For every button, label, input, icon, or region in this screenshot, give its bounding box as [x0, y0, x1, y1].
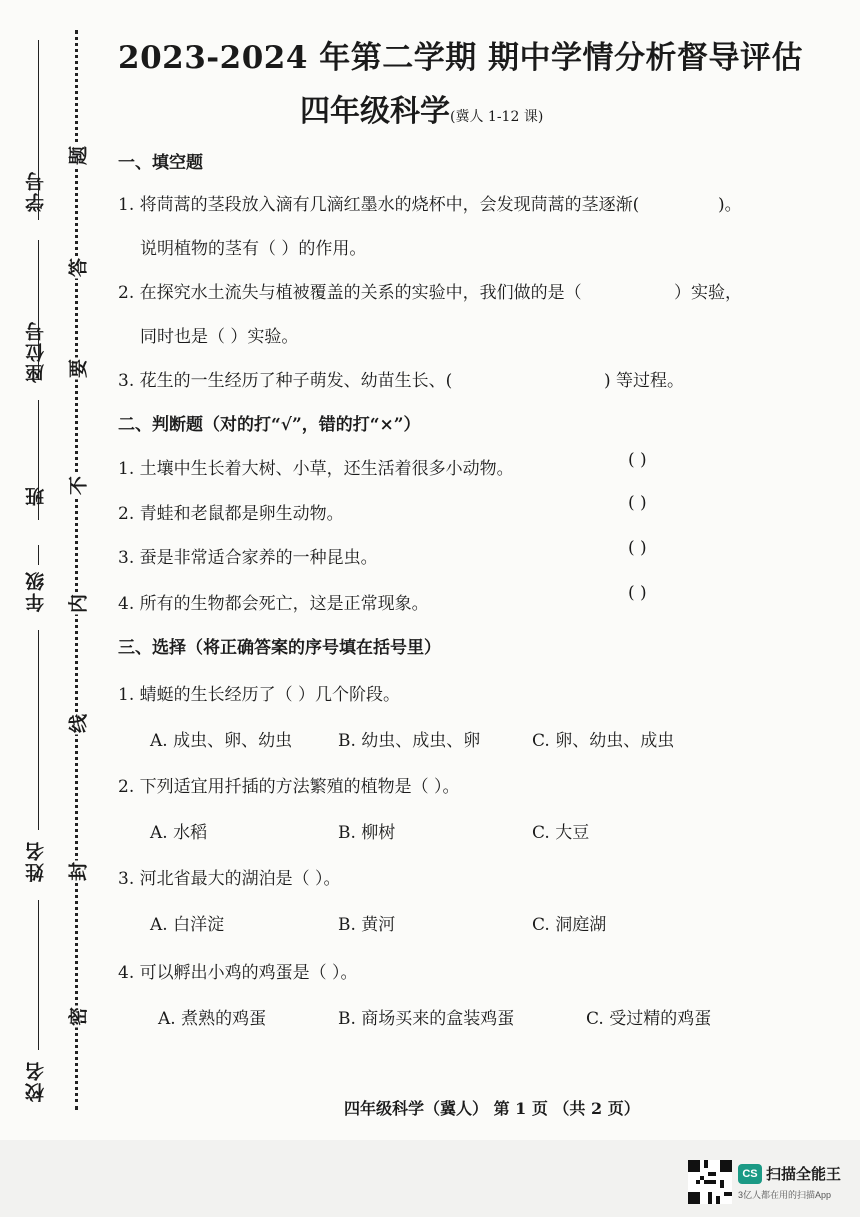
scanner-tagline: 3亿人都在用的扫描App [738, 1190, 832, 1200]
choice-option: A. 水稻 [150, 823, 208, 843]
choice-stem: 2. 下列适宜用扦插的方法繁殖的植物是（ ）。 [118, 777, 460, 797]
subject-scope: (冀人 1-12 课) [450, 109, 544, 125]
judge-item: 3. 蚕是非常适合家养的一种昆虫。 [118, 548, 378, 568]
choice-stem: 3. 河北省最大的湖泊是（ ）。 [118, 869, 341, 889]
page-footer: 四年级科学（冀人） 第 1 页 （共 2 页） [344, 1099, 640, 1118]
section-heading-choice: 三、选择（将正确答案的序号填在括号里） [118, 638, 441, 658]
choice-option: A. 煮熟的鸡蛋 [158, 1009, 267, 1029]
answer-blank: ( ) [628, 450, 647, 470]
answer-blank: ( ) [628, 583, 647, 603]
question-text: 2. 在探究水土流失与植被覆盖的关系的实验中，我们做的是（ [118, 283, 582, 303]
seal-char: 内 [64, 593, 91, 615]
seal-char: 要 [64, 358, 91, 380]
choice-option: B. 幼虫、成虫、卵 [338, 731, 481, 751]
margin-field-name: 姓名 [25, 840, 47, 882]
answer-blank: ( ) [628, 538, 647, 558]
seal-char: 不 [64, 475, 91, 497]
seal-char: 封 [64, 861, 91, 883]
margin-line [38, 900, 39, 1050]
choice-option: A. 白洋淀 [150, 915, 225, 935]
choice-option: C. 洞庭湖 [532, 915, 607, 935]
choice-stem: 4. 可以孵出小鸡的鸡蛋是（ ）。 [118, 963, 358, 983]
subject-title: 四年级科学 [300, 94, 450, 129]
seal-char: 答 [64, 257, 91, 279]
seal-char: 题 [64, 145, 91, 167]
seal-char: 密 [64, 1006, 91, 1028]
section-heading-fill: 一、填空题 [118, 153, 203, 173]
choice-stem: 1. 蜻蜓的生长经历了（ ）几个阶段。 [118, 685, 401, 705]
question-text: 同时也是（ ）实验。 [140, 327, 299, 347]
section-heading-judge: 二、判断题（对的打“√”，错的打“×”） [118, 415, 421, 435]
choice-option: A. 成虫、卵、幼虫 [150, 731, 293, 751]
margin-line [38, 545, 39, 565]
judge-item: 2. 青蛙和老鼠都是卵生动物。 [118, 504, 344, 524]
margin-field-seat-number: 座位号 [25, 320, 47, 383]
question-text: 3. 花生的一生经历了种子萌发、幼苗生长、( [118, 371, 453, 391]
question-text: 说明植物的茎有（ ）的作用。 [140, 239, 367, 259]
answer-blank: )。 [718, 195, 742, 215]
margin-field-school: 校名 [25, 1060, 47, 1102]
answer-blank: ) 等过程。 [604, 371, 685, 391]
choice-option: C. 受过精的鸡蛋 [586, 1009, 712, 1029]
margin-line [38, 630, 39, 830]
question-text: 1. 将茼蒿的茎段放入滴有几滴红墨水的烧杯中，会发现茼蒿的茎逐渐( [118, 195, 640, 215]
choice-option: C. 大豆 [532, 823, 590, 843]
choice-option: B. 柳树 [338, 823, 396, 843]
seal-dotted-line [75, 30, 78, 1110]
margin-field-class: 班 [25, 485, 47, 506]
scanner-watermark [688, 1160, 848, 1208]
choice-option: B. 商场买来的盒装鸡蛋 [338, 1009, 515, 1029]
choice-option: B. 黄河 [338, 915, 396, 935]
camscanner-logo-icon: CS [738, 1164, 762, 1184]
scanner-app-name: 扫描全能王 [766, 1166, 842, 1183]
answer-blank: ( ) [628, 493, 647, 513]
exam-title: 2023-2024 年第二学期 期中学情分析督导评估 [118, 40, 804, 76]
choice-option: C. 卵、幼虫、成虫 [532, 731, 675, 751]
seal-char: 线 [64, 713, 91, 735]
qr-code-icon [688, 1160, 732, 1204]
answer-blank: ）实验， [674, 283, 742, 303]
margin-field-student-id: 学号 [25, 170, 47, 212]
margin-field-grade: 年级 [25, 570, 47, 612]
judge-item: 1. 土壤中生长着大树、小草，还生活着很多小动物。 [118, 459, 514, 479]
exam-subtitle [300, 86, 543, 130]
judge-item: 4. 所有的生物都会死亡，这是正常现象。 [118, 594, 429, 614]
